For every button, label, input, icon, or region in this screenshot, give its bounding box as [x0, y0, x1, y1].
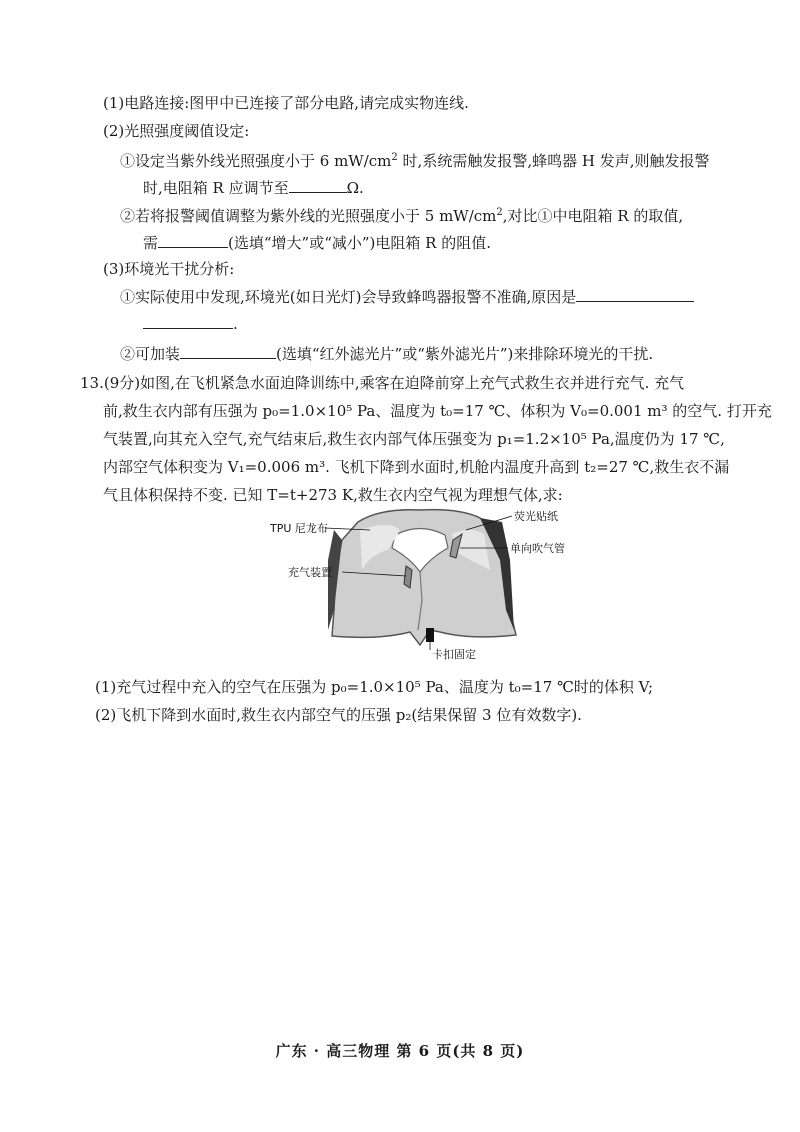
- label-inflator: 充气装置: [288, 566, 332, 579]
- label-tpu: TPU 尼龙布: [270, 522, 328, 535]
- q12-part1: (1)电路连接:图甲中已连接了部分电路,请完成实物连线.: [103, 94, 469, 112]
- q12-part3-item2: ②可加装 (选填“红外滤光片”或“紫外滤光片”)来排除环境光的干扰.: [120, 342, 653, 365]
- q12-part2-item2-line2: 需 (选填“增大”或“减小”)电阻箱 R 的阻值.: [143, 231, 491, 254]
- q13-line5: 气且体积保持不变. 已知 T=t+273 K,救生衣内空气视为理想气体,求:: [103, 486, 563, 504]
- life-vest-figure: [270, 500, 570, 660]
- answer-blank-adjust[interactable]: [158, 231, 228, 248]
- q13-subquestion-1: (1)充气过程中充入的空气在压强为 p₀=1.0×10⁵ Pa、温度为 t₀=17 ℃时的体积 V;: [95, 678, 654, 696]
- q12-part2-item1-line1: ①设定当紫外线光照强度小于 6 $mW/cm^2$ 时,系统需触发报警,蜂鸣器 H 发声,则触发报警: [120, 152, 710, 170]
- label-fluorescent: 荧光贴纸: [514, 510, 558, 523]
- q12-part2-heading: (2)光照强度阈值设定:: [103, 122, 250, 140]
- label-clip: 卡扣固定: [432, 648, 476, 660]
- label-valve: 单向吹气管: [510, 542, 565, 555]
- inflator-device: [404, 566, 412, 588]
- answer-blank-reason-cont[interactable]: [143, 312, 233, 329]
- answer-blank-filter[interactable]: [180, 342, 276, 359]
- q12-part3-item1-line1: ①实际使用中发现,环境光(如日光灯)会导致蜂鸣器报警不准确,原因是: [120, 285, 694, 308]
- answer-blank-reason[interactable]: [576, 285, 694, 302]
- q13-line4: 内部空气体积变为 V₁=0.006 m³. 飞机下降到水面时,机舱内温度升高到 t₂=27 ℃,救生衣不漏: [103, 458, 730, 476]
- q12-part3-heading: (3)环境光干扰分析:: [103, 260, 235, 278]
- page-footer: 广东 · 高三物理 第 6 页(共 8 页): [275, 1042, 525, 1060]
- q13-line1: 13.(9分)如图,在飞机紧急水面迫降训练中,乘客在迫降前穿上充气式救生衣并进行充气. 充气: [80, 374, 685, 392]
- answer-blank-resistance[interactable]: [289, 176, 347, 193]
- q13-line2: 前,救生衣内部有压强为 p₀=1.0×10⁵ Pa、温度为 t₀=17 ℃、体积为 V₀=0.001 m³ 的空气. 打开充: [103, 402, 772, 420]
- q12-part2-item1-line2: 时,电阻箱 R 应调节至 Ω.: [143, 176, 364, 199]
- q12-part3-item1-line2: .: [143, 312, 238, 335]
- q13-subquestion-2: (2)飞机下降到水面时,救生衣内部空气的压强 p₂(结果保留 3 位有效数字).: [95, 706, 582, 724]
- q12-part2-item2-line1: ②若将报警阈值调整为紫外线的光照强度小于 5 $mW/cm^2$,对比①中电阻箱 R 的取值,: [120, 207, 684, 225]
- q13-line3: 气装置,向其充入空气,充气结束后,救生衣内部气体压强变为 p₁=1.2×10⁵ Pa,温度仍为 17 ℃,: [103, 430, 725, 448]
- buckle-clip: [426, 628, 434, 642]
